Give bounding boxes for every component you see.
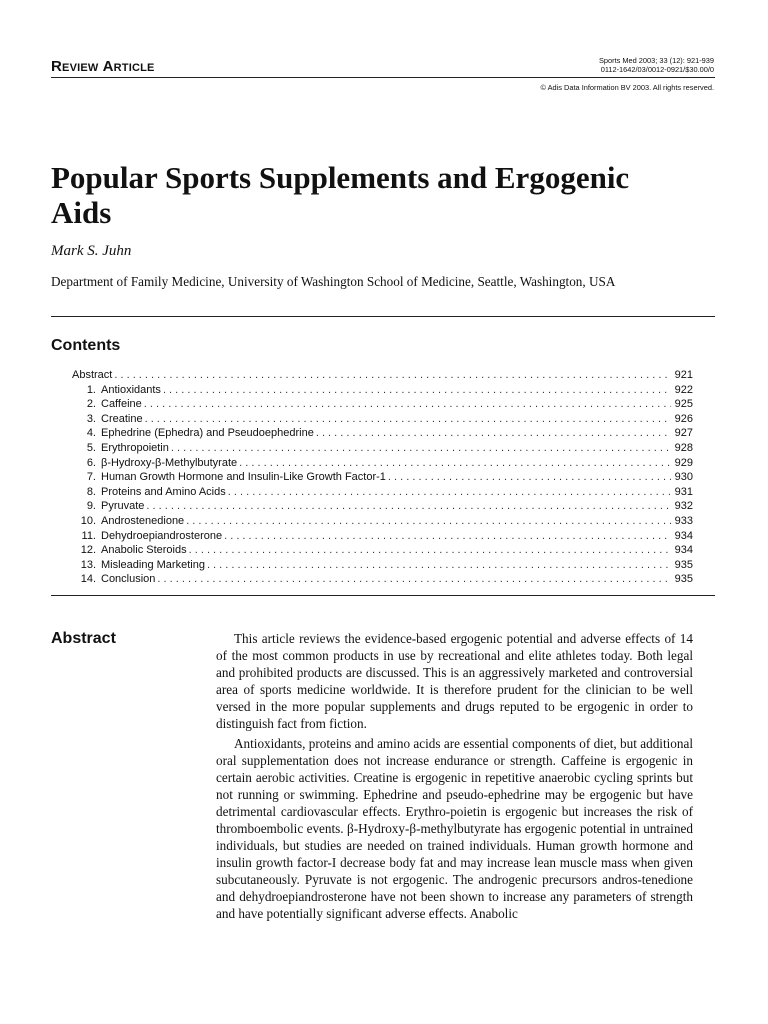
header-rule (51, 77, 715, 78)
toc-leader (144, 499, 671, 514)
toc-page: 931 (674, 485, 693, 498)
toc-leader (205, 558, 671, 573)
toc-page: 935 (674, 558, 693, 571)
toc-number: 13. (80, 558, 96, 571)
divider (51, 316, 715, 317)
toc-label: Erythropoietin (101, 441, 169, 454)
toc-label: Ephedrine (Ephedra) and Pseudoephedrine (101, 427, 314, 440)
divider (51, 595, 715, 596)
toc-leader (143, 412, 671, 427)
toc-entry[interactable] (72, 426, 693, 441)
toc-page: 921 (674, 369, 693, 381)
toc-entry[interactable] (72, 368, 693, 383)
toc-number: 4. (86, 427, 96, 440)
toc-label: Antioxidants (101, 383, 161, 396)
toc-leader (237, 456, 671, 471)
toc-label: Abstract (72, 369, 113, 381)
toc-number: 11. (81, 529, 96, 542)
article-type-label: REVIEW ARTICLE (51, 58, 155, 75)
toc-label: Androstenedione (101, 514, 185, 527)
toc-leader (314, 426, 671, 441)
toc-number: 6. (86, 456, 96, 469)
toc-entry[interactable] (72, 499, 693, 514)
citation: Sports Med 2003; 33 (12): 921-939 (598, 56, 714, 65)
toc-label: Proteins and Amino Acids (101, 485, 226, 498)
table-of-contents (72, 368, 693, 587)
toc-page: 925 (674, 398, 693, 411)
toc-label: Human Growth Hormone and Insulin-Like Growth Factor-1 (101, 471, 386, 484)
abstract-paragraph: Antioxidants, proteins and amino acids are essential components of diet, but additional oral supplementation does not increase endurance or strength. Caffeine is ergogenic in certain aerobic activities. Creatine is ergogenic in repetitive anaerobic cycling sprints but not running or swimming. Ephedrine and pseudo-ephedrine may be ergogenic but have detrimental cardiovascular effects. Erythro-poietin is ergogenic but increases the risk of thromboembolic events. β-Hydroxy-β-methylbutyrate has ergogenic potential in untrained individuals, but studies are needed on trained individuals. Human growth hormone and insulin growth factor-I decrease body fat and may increase lean muscle mass when given subcutaneously. Pyruvate is not ergogenic. The androgenic precursors andros-tenedione and dehydroepiandrosterone have not been shown to increase any parameters of strength and have potentially significant adverse effects. Anabolic (216, 736, 693, 921)
copyright: © Adis Data Information BV 2003. All rights reserved. (540, 83, 714, 92)
toc-leader (161, 383, 671, 398)
toc-entry[interactable] (72, 572, 693, 587)
publication-meta (541, 56, 714, 92)
toc-page: 932 (674, 500, 693, 513)
toc-page: 929 (674, 456, 693, 469)
toc-page: 934 (674, 529, 693, 542)
abstract-paragraph: This article reviews the evidence-based ergogenic potential and adverse effects of 14 of the most common products in use by recreational and elite athletes today. Both legal and prohibited products are discussed. This is an aggressively marketed and controversial area of sports medicine worldwide. It is therefore prudent for the clinician to be well versed in the more popular supplements and drugs reputed to be ergogenic in order to distinguish fact from fiction. (216, 631, 693, 731)
toc-number: 14. (80, 573, 96, 586)
toc-page: 934 (674, 544, 693, 557)
toc-leader (112, 368, 671, 383)
toc-number: 8. (86, 485, 96, 498)
toc-entry[interactable] (72, 383, 693, 398)
toc-label: Misleading Marketing (101, 558, 205, 571)
toc-page: 927 (674, 427, 693, 440)
article-title: Popular Sports Supplements and Ergogenic Aids (51, 160, 630, 230)
author: Mark S. Juhn (51, 243, 132, 259)
toc-leader (142, 397, 671, 412)
toc-label: Caffeine (101, 398, 142, 411)
abstract-heading: Abstract (51, 630, 116, 647)
toc-page: 928 (674, 441, 693, 454)
toc-number: 2. (86, 398, 96, 411)
toc-page: 933 (674, 514, 693, 527)
toc-entry[interactable] (72, 456, 693, 471)
toc-leader (226, 485, 671, 500)
identifier: 0112-1642/03/0012-0921/$30.00/0 (600, 65, 714, 74)
toc-page: 922 (674, 383, 693, 396)
toc-number: 3. (86, 412, 96, 425)
toc-number: 1. (86, 383, 96, 396)
toc-number: 12. (80, 544, 96, 557)
toc-entry[interactable] (72, 514, 693, 529)
toc-page: 935 (674, 573, 693, 586)
toc-number: 5. (86, 441, 96, 454)
toc-label: Anabolic Steroids (101, 544, 187, 557)
toc-leader (155, 572, 671, 587)
toc-entry[interactable] (72, 558, 693, 573)
toc-entry[interactable] (72, 441, 693, 456)
contents-heading: Contents (51, 337, 121, 354)
toc-page: 930 (674, 471, 693, 484)
toc-entry[interactable] (72, 397, 693, 412)
toc-entry[interactable] (72, 485, 693, 500)
toc-label: Conclusion (101, 573, 156, 586)
toc-number: 10. (80, 514, 96, 527)
affiliation: Department of Family Medicine, University of Washington School of Medicine, Seattle, Washington, USA (51, 274, 616, 289)
toc-entry[interactable] (72, 412, 693, 427)
toc-label: Creatine (101, 412, 143, 425)
toc-label: Pyruvate (101, 500, 145, 513)
toc-entry[interactable] (72, 529, 693, 544)
toc-entry[interactable] (72, 470, 693, 485)
toc-leader (169, 441, 671, 456)
toc-number: 9. (86, 500, 96, 513)
toc-entry[interactable] (72, 543, 693, 558)
toc-label: β-Hydroxy-β-Methylbutyrate (101, 456, 238, 469)
toc-page: 926 (674, 412, 693, 425)
toc-leader (184, 514, 671, 529)
abstract-body (216, 631, 693, 922)
toc-leader (386, 470, 671, 485)
toc-label: Dehydroepiandrosterone (101, 529, 223, 542)
toc-leader (187, 543, 671, 558)
toc-number: 7. (86, 471, 96, 484)
toc-leader (222, 529, 671, 544)
